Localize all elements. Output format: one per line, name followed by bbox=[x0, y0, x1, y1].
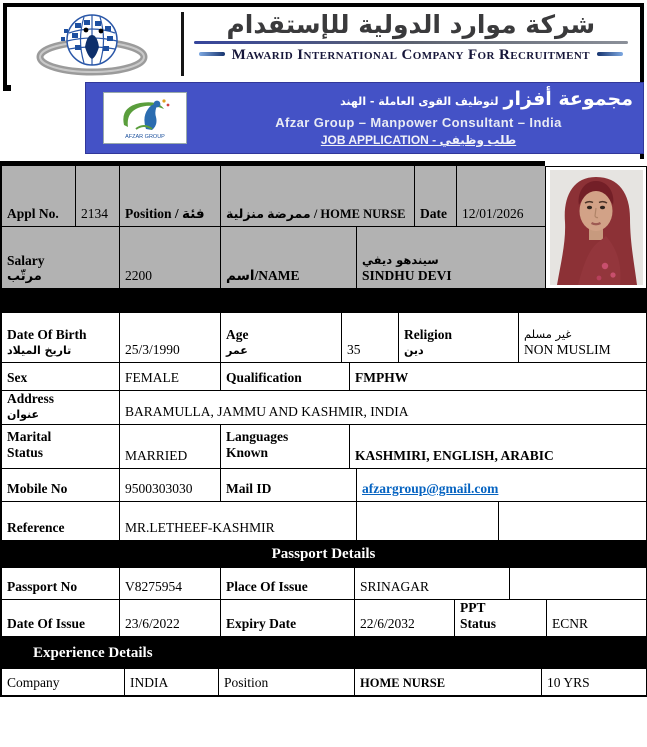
company-value: INDIA bbox=[130, 675, 169, 690]
date-of-issue-value: 23/6/2022 bbox=[125, 616, 180, 631]
row-application bbox=[2, 166, 545, 227]
address-label-ar: عنوان bbox=[7, 408, 40, 421]
row-experience bbox=[0, 669, 647, 697]
expiry-date-value: 22/6/2032 bbox=[360, 616, 415, 631]
company-name-arabic: شركة موارد الدولية للإستقدام bbox=[226, 10, 596, 39]
row-dob-age-religion bbox=[0, 313, 647, 363]
ppt-status-label: PPT Status bbox=[460, 600, 497, 631]
header-border-top bbox=[3, 3, 644, 7]
exp-position-value: HOME NURSE bbox=[360, 676, 446, 690]
sex-label: Sex bbox=[7, 370, 28, 385]
right-dash-ornament bbox=[597, 52, 623, 56]
mobile-label: Mobile No bbox=[7, 481, 68, 496]
header-border-corner bbox=[3, 85, 11, 91]
salary-label-en: Salary bbox=[7, 253, 45, 268]
name-value-arabic: سيندهو ديفي bbox=[362, 253, 439, 267]
religion-value-english: NON MUSLIM bbox=[524, 342, 611, 357]
address-label-en: Address bbox=[7, 391, 55, 406]
age-value: 35 bbox=[347, 342, 361, 357]
afzar-group-line-english: Afzar Group – Manpower Consultant – India bbox=[275, 115, 562, 130]
afzar-group-name-arabic: مجموعة أفزار لتوظيف القوى العاملة - الهند bbox=[340, 88, 633, 110]
languages-value: KASHMIRI, ENGLISH, ARABIC bbox=[355, 448, 554, 463]
religion-label-ar: دين bbox=[404, 344, 424, 357]
company-label: Company bbox=[7, 675, 60, 690]
ppt-status-value: ECNR bbox=[552, 616, 589, 631]
afzar-logo-icon bbox=[103, 92, 187, 144]
date-value: 12/01/2026 bbox=[462, 206, 524, 221]
row-sex-qualification bbox=[0, 363, 647, 391]
place-of-issue-label: Place Of Issue bbox=[226, 579, 308, 594]
age-label-ar: عمر bbox=[226, 344, 248, 357]
mail-value-link[interactable]: afzargroup@gmail.com bbox=[362, 481, 499, 496]
reference-label: Reference bbox=[7, 520, 65, 535]
position-value: ممرضة منزلية / HOME NURSE bbox=[226, 207, 406, 221]
mawarid-header bbox=[3, 3, 644, 159]
address-value: BARAMULLA, JAMMU AND KASHMIR, INDIA bbox=[125, 404, 409, 419]
salary-value: 2200 bbox=[125, 268, 152, 283]
mobile-value: 9500303030 bbox=[125, 481, 193, 496]
religion-value-arabic: غير مسلم bbox=[524, 327, 572, 341]
empty-cell bbox=[510, 568, 646, 599]
separator-band bbox=[0, 288, 647, 313]
dob-value: 25/3/1990 bbox=[125, 342, 180, 357]
place-of-issue-value: SRINAGAR bbox=[360, 579, 430, 594]
qualification-label: Qualification bbox=[226, 370, 302, 385]
empty-cell bbox=[357, 502, 499, 540]
header-border-left bbox=[3, 3, 7, 87]
sex-value: FEMALE bbox=[125, 370, 179, 385]
qualification-value: FMPHW bbox=[355, 370, 409, 385]
marital-status-label: Marital Status bbox=[7, 429, 52, 460]
header-rule bbox=[194, 41, 628, 44]
exp-duration-value: 10 YRS bbox=[547, 675, 590, 690]
dob-label-en: Date Of Birth bbox=[7, 327, 87, 342]
application-table bbox=[0, 161, 647, 697]
reference-value: MR.LETHEEF-KASHMIR bbox=[125, 520, 275, 535]
applicant-photo bbox=[545, 166, 647, 288]
row-reference bbox=[0, 502, 647, 541]
afzar-banner bbox=[85, 82, 644, 154]
expiry-date-label: Expiry Date bbox=[226, 616, 297, 631]
exp-position-label: Position bbox=[224, 675, 269, 690]
passport-details-banner: Passport Details bbox=[0, 541, 647, 568]
religion-label-en: Religion bbox=[404, 327, 453, 342]
passport-no-label: Passport No bbox=[7, 579, 78, 594]
row-mobile-mail bbox=[0, 469, 647, 502]
appl-no-value: 2134 bbox=[81, 206, 108, 221]
empty-cell bbox=[499, 502, 646, 540]
afzar-logo-text: AFZAR GROUP bbox=[125, 134, 165, 140]
company-name-english: Mawarid International Company For Recruitment bbox=[192, 47, 630, 64]
passport-no-value: V8275954 bbox=[125, 579, 182, 594]
row-address bbox=[0, 391, 647, 425]
mail-label: Mail ID bbox=[226, 481, 272, 496]
date-label: Date bbox=[420, 206, 447, 221]
marital-status-value: MARRIED bbox=[125, 448, 188, 463]
row-issue-expiry-ppt bbox=[0, 600, 647, 637]
name-value-english: SINDHU DEVI bbox=[362, 268, 452, 283]
position-label: Position / فئة bbox=[125, 206, 205, 221]
name-label: اسم/NAME bbox=[226, 268, 300, 283]
age-label-en: Age bbox=[226, 327, 249, 342]
row-marital-languages bbox=[0, 425, 647, 469]
languages-label: Languages Known bbox=[226, 429, 289, 460]
salary-label-ar: مرتّب bbox=[7, 269, 42, 284]
experience-details-banner: Experience Details bbox=[0, 637, 647, 669]
row-salary-name bbox=[2, 227, 545, 288]
job-application-title: JOB APPLICATION - طلب وظيفي bbox=[320, 133, 517, 147]
date-of-issue-label: Date Of Issue bbox=[7, 616, 85, 631]
left-dash-ornament bbox=[199, 52, 225, 56]
row-passport-place bbox=[0, 568, 647, 600]
appl-no-label: Appl No. bbox=[7, 206, 59, 221]
dob-label-ar: تاريخ الميلاد bbox=[7, 344, 72, 357]
mawarid-globe-logo-icon bbox=[3, 8, 181, 81]
